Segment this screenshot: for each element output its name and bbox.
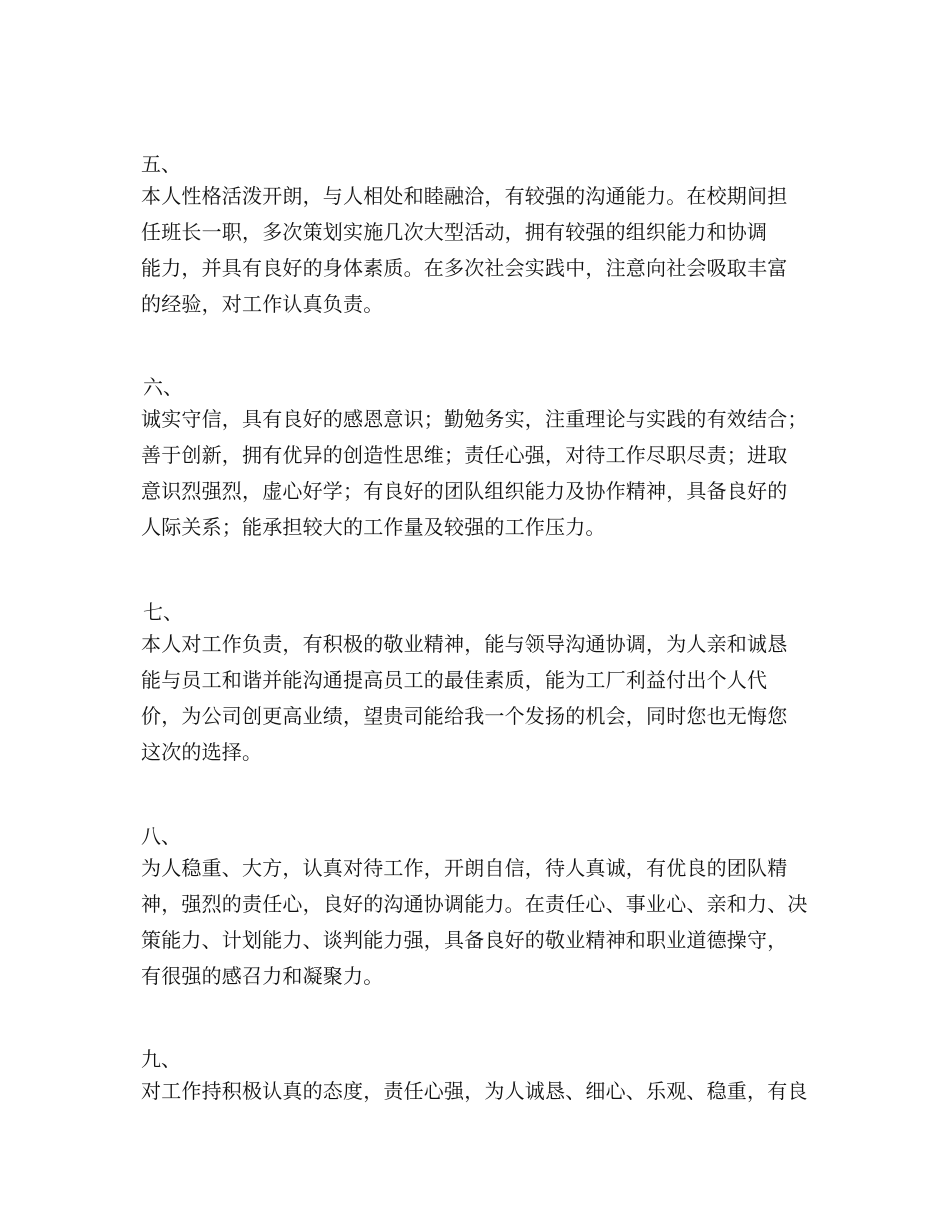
section-heading: 六、 xyxy=(143,375,183,399)
paragraph-line: 为人稳重、大方，认真对待工作，开朗自信，待人真诚，有优良的团队精 xyxy=(141,856,788,880)
paragraph-line: 的经验，对工作认真负责。 xyxy=(141,292,384,316)
section-7 xyxy=(141,598,831,770)
paragraph-line: 本人对工作负责，有积极的敬业精神，能与领导沟通协调，为人亲和诚恳 xyxy=(141,632,788,656)
section-6 xyxy=(141,373,831,545)
section-heading: 五、 xyxy=(141,152,181,176)
paragraph-line: 能力，并具有良好的身体素质。在多次社会实践中，注意向社会吸取丰富 xyxy=(141,256,788,280)
paragraph-line: 这次的选择。 xyxy=(141,740,263,764)
paragraph-line: 价，为公司创更高业绩，望贵司能给我一个发扬的机会，同时您也无悔您 xyxy=(141,704,788,728)
paragraph-line: 对工作持积极认真的态度，责任心强，为人诚恳、细心、乐观、稳重，有良 xyxy=(141,1079,808,1103)
section-heading: 八、 xyxy=(141,824,181,848)
section-heading: 九、 xyxy=(141,1047,181,1071)
section-5 xyxy=(141,150,831,322)
paragraph-line: 能与员工和谐并能沟通提高员工的最佳素质，能为工厂利益付出个人代 xyxy=(141,668,768,692)
paragraph-line: 有很强的感召力和凝聚力。 xyxy=(141,964,384,988)
paragraph-line: 人际关系；能承担较大的工作量及较强的工作压力。 xyxy=(141,515,606,539)
paragraph-line: 善于创新，拥有优异的创造性思维；责任心强，对待工作尽职尽责；进取 xyxy=(141,443,788,467)
section-8 xyxy=(141,822,831,994)
paragraph-line: 神，强烈的责任心，良好的沟通协调能力。在责任心、事业心、亲和力、决 xyxy=(141,892,808,916)
paragraph-line: 诚实守信，具有良好的感恩意识；勤勉务实，注重理论与实践的有效结合； xyxy=(141,407,808,431)
paragraph-line: 任班长一职，多次策划实施几次大型活动，拥有较强的组织能力和协调 xyxy=(141,220,768,244)
paragraph-line: 意识烈强烈，虚心好学；有良好的团队组织能力及协作精神，具备良好的 xyxy=(141,479,788,503)
paragraph-line: 本人性格活泼开朗，与人相处和睦融洽，有较强的沟通能力。在校期间担 xyxy=(141,184,788,208)
paragraph-line: 策能力、计划能力、谈判能力强，具备良好的敬业精神和职业道德操守， xyxy=(141,928,788,952)
section-heading: 七、 xyxy=(143,600,183,624)
section-9 xyxy=(141,1045,831,1109)
